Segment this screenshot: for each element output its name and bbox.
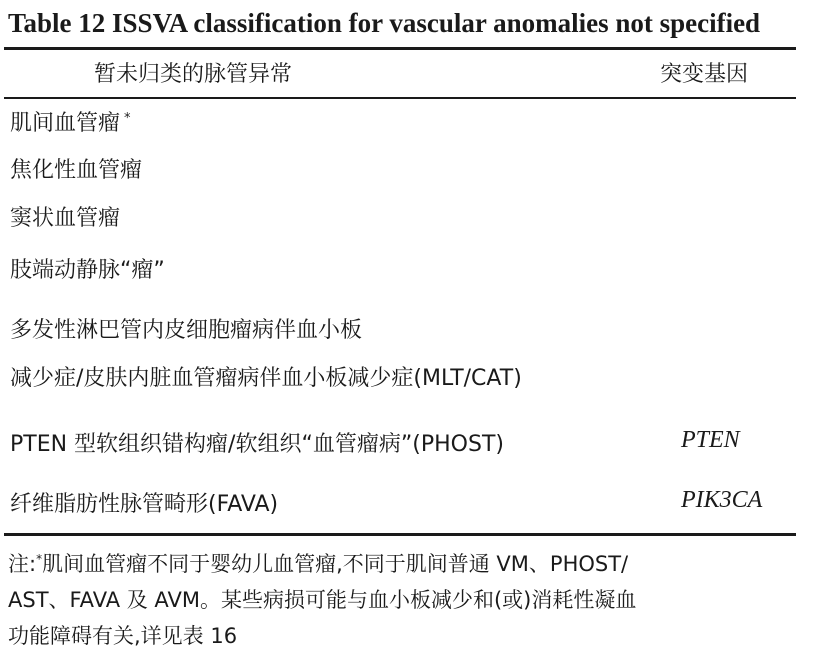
row-label-text: 纤维脂肪性脉管畸形(FAVA) — [10, 492, 279, 517]
table-row — [10, 253, 796, 287]
table-header-rule — [4, 97, 796, 99]
row-gene: PTEN — [681, 427, 740, 453]
row-label-text: 焦化性血管瘤 — [10, 158, 143, 183]
column-header-anomaly: 暂未归类的脉管异常 — [94, 62, 293, 87]
table-title: Table 12 ISSVA classification for vascular anomalies not specified — [8, 8, 761, 38]
column-header-mutation: 突变基因 — [660, 62, 749, 87]
row-label-text: 减少症/皮肤内脏血管瘤病伴血小板减少症(MLT/CAT) — [10, 366, 522, 391]
row-label — [10, 201, 124, 232]
footnote-text: 肌间血管瘤不同于婴幼儿血管瘤,不同于肌间普通 VM、PHOST/ — [42, 552, 629, 576]
table-row — [10, 427, 796, 461]
row-label-text: PTEN 型软组织错构瘤/软组织“血管瘤病”(PHOST) — [10, 432, 504, 457]
row-label — [10, 487, 282, 518]
row-gene: PIK3CA — [681, 487, 763, 513]
row-label-text: 肌间血管瘤 — [10, 111, 121, 136]
table-row — [10, 106, 796, 140]
footnote-prefix: 注: — [8, 552, 37, 576]
row-label — [10, 313, 366, 344]
footnote-line: 功能障碍有关,详见表 16 — [8, 624, 238, 648]
row-label-text: 多发性淋巴管内皮细胞瘤病伴血小板 — [10, 318, 363, 343]
table-row — [10, 313, 796, 347]
table-row — [10, 487, 796, 521]
footnote-line: AST、FAVA 及 AVM。某些病损可能与血小板减少和(或)消耗性凝血 — [8, 588, 637, 612]
table-bottom-rule — [4, 533, 796, 536]
row-label — [10, 427, 508, 458]
row-label — [10, 153, 146, 184]
footnote-line — [8, 541, 808, 582]
table-row — [10, 361, 796, 395]
footnote-mark: * — [124, 110, 131, 126]
table-footnote — [8, 541, 808, 654]
row-label-text: 窦状血管瘤 — [10, 206, 121, 231]
table-row — [10, 153, 796, 187]
row-label-text: 肢端动静脉“瘤” — [10, 258, 165, 283]
footnote-mark: * — [36, 552, 43, 566]
table-row — [10, 201, 796, 235]
table-top-rule — [4, 47, 796, 50]
row-label — [10, 253, 169, 284]
row-label — [10, 361, 526, 392]
row-label — [10, 106, 131, 137]
